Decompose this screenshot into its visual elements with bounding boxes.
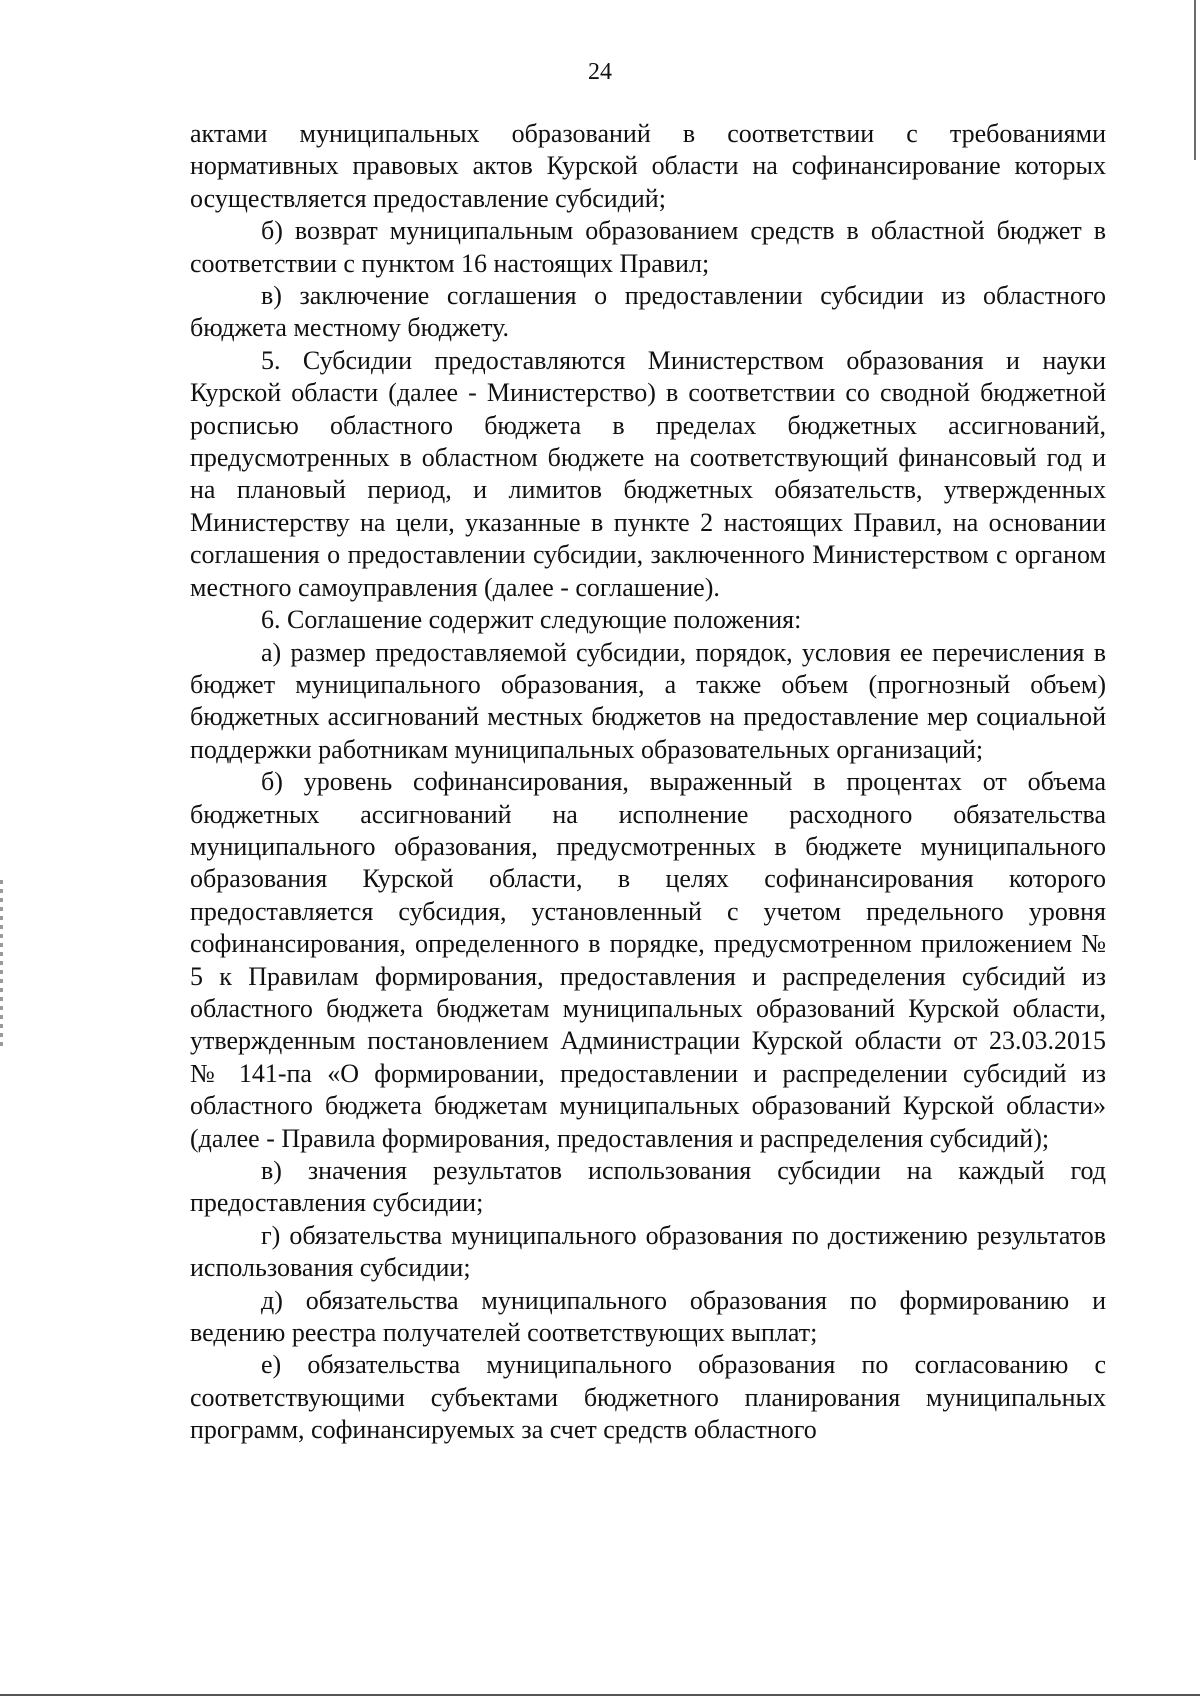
paragraph: 6. Соглашение содержит следующие положения: xyxy=(261,605,802,635)
paragraph: в) значения результатов использования субсидии на каждый год предоставления субсидии; xyxy=(190,1156,1106,1218)
scan-margin-marks xyxy=(0,880,3,1050)
paragraph: а) размер предоставляемой субсидии, порядок, условия ее перечисления в бюджет муниципального образования, а также объем (прогнозный объем) бюджетных ассигнований местных бюджетов на предоставление мер социальной поддержки работникам муниципальных образовательных организаций; xyxy=(190,637,1106,764)
paragraph: г) обязательства муниципального образования по достижению результатов использования субсидии; xyxy=(190,1220,1106,1283)
paragraph: б) уровень софинансирования, выраженный в процентах от объема бюджетных ассигнований на исполнение расходного обязательства муниципального образования, предусмотренных в бюджете муниципального образования Курской области, в целях софинансирования которого предоставляется субсидия, установленный с учетом предельного уровня софинансирования, определенного в порядке, предусмотренном приложением № 5 к Правилам формирования, предоставления и распределения субсидий из областного бюджета бюджетам муниципальных образований Курской области, утвержденным постановлением Администрации Курской области от 23.03.2015 № 141-па «О формировании, предоставлении и распределении субсидий из областного бюджета бюджетам муниципальных образований Курской области» (далее - Правила формирования, предоставления и распределения субсидий); xyxy=(190,767,1106,1153)
paragraph: б) возврат муниципальным образованием средств в областной бюджет в соответствии с пунктом 16 настоящих Правил; xyxy=(190,216,1106,278)
paragraph: е) обязательства муниципального образования по согласованию с соответствующими субъектами бюджетного планирования муниципальных программ, софинансируемых за счет средств областного xyxy=(190,1350,1106,1445)
body-text xyxy=(190,118,1106,1447)
page-number: 24 xyxy=(588,59,612,85)
paragraph: 5. Субсидии предоставляются Министерством образования и науки Курской области (далее - Министерство) в соответствии со сводной бюджетной росписью областного бюджета в пределах бюджетных ассигнований, предусмотренных в областном бюджете на соответствующий финансовый год и на плановый период, и лимитов бюджетных обязательств, утвержденных Министерству на цели, указанные в пункте 2 настоящих Правил, на основании соглашения о предоставлении субсидии, заключенного Министерством с органом местного самоуправления (далее - соглашение). xyxy=(190,345,1106,602)
paragraph: в) заключение соглашения о предоставлении субсидии из областного бюджета местному бюджету. xyxy=(190,281,1106,343)
paragraph: актами муниципальных образований в соответствии с требованиями нормативных правовых актов Курской области на софинансирование которых осуществляется предоставление субсидий; xyxy=(190,119,1106,213)
scan-bottom-line xyxy=(0,1694,1200,1696)
paragraph: д) обязательства муниципального образования по формированию и ведению реестра получателей соответствующих выплат; xyxy=(190,1285,1106,1348)
